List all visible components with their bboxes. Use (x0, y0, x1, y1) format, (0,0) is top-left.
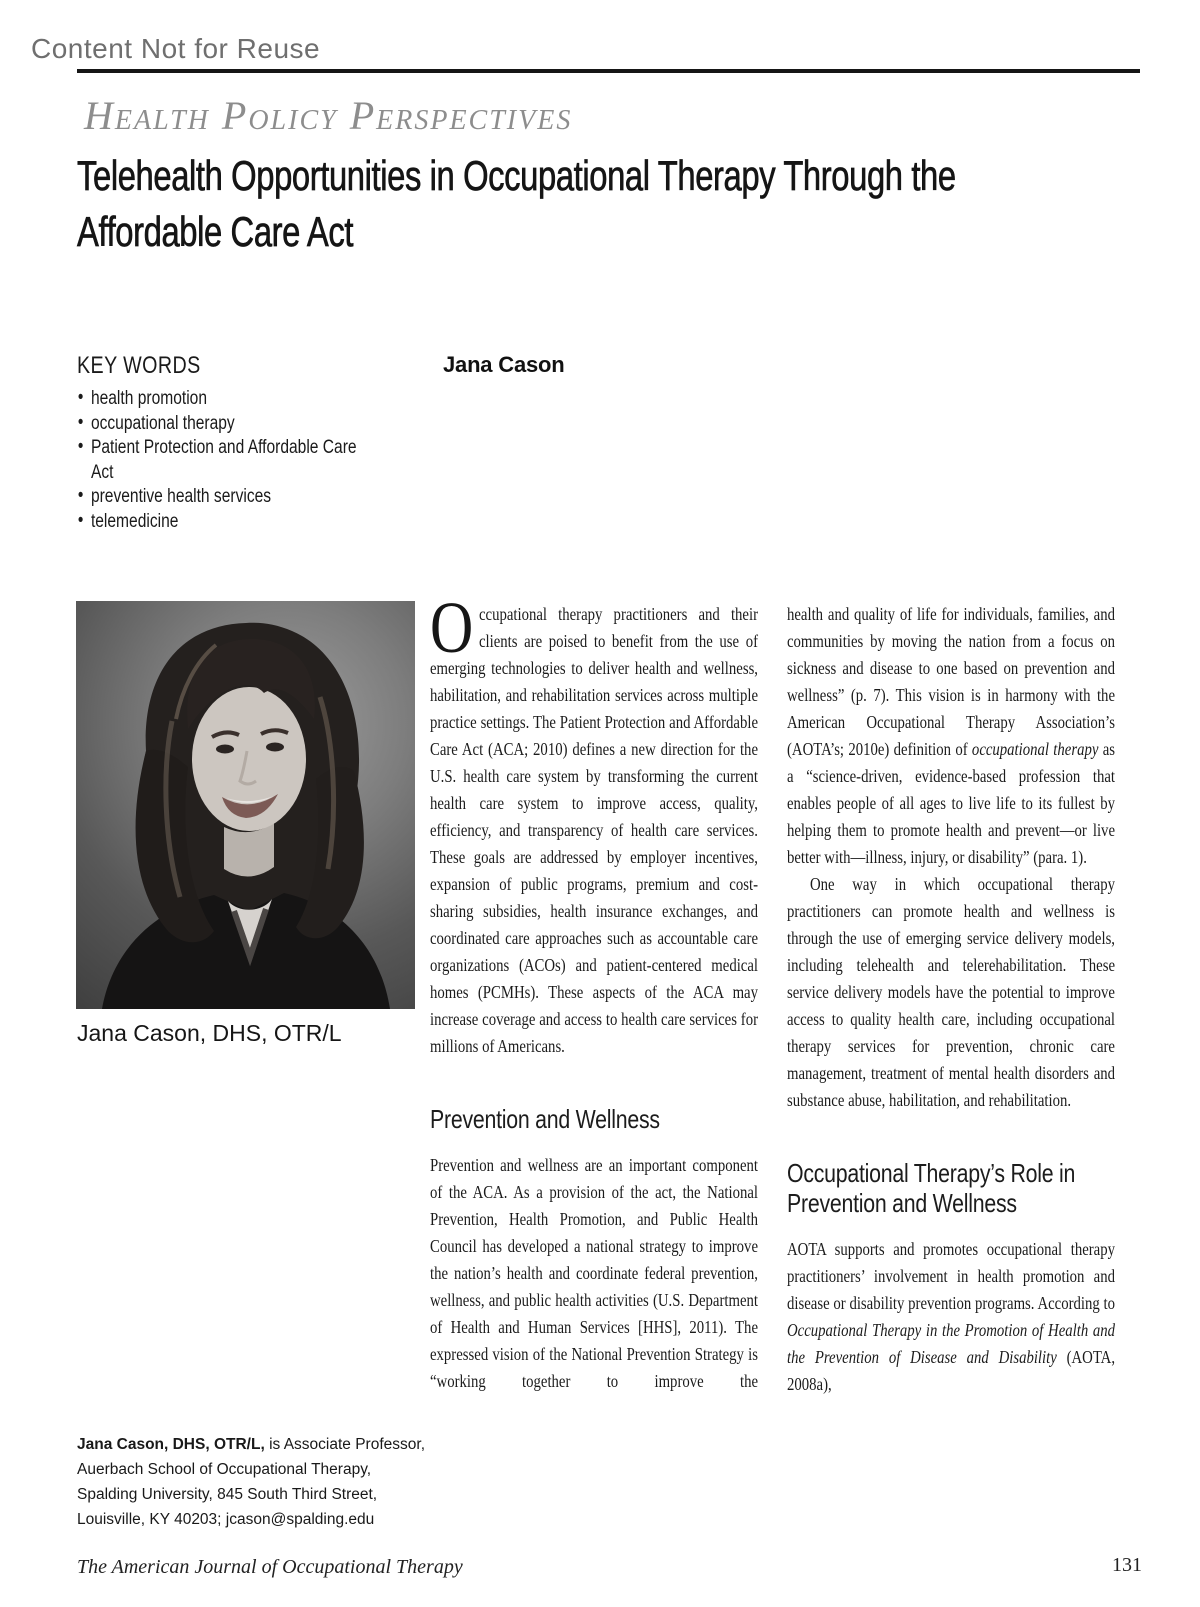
body-paragraph (787, 871, 1115, 1114)
italic-text: Occupational Therapy in the Promotion of Health and the Prevention of Disease and Disability (787, 1320, 1115, 1367)
keyword-item: • health promotion (77, 387, 360, 412)
author-bio (77, 1432, 427, 1532)
body-text: (AOTA, 2008a), (787, 1347, 1116, 1394)
keyword-item: • occupational therapy (77, 412, 360, 437)
body-column-left (430, 587, 758, 1395)
body-paragraph (430, 1152, 758, 1395)
portrait-photo (76, 601, 415, 1009)
body-text: One way in which occupational therapy practitioners can promote health and wellness is through the use of emerging service delivery models, including telehealth and telerehabilitation. These service delivery models have the potential to improve access to quality health care, including occupational therapy services for prevention, chronic care management, treatment of mental health disorders and substance abuse, habilitation, and rehabilitation. (787, 874, 1115, 1110)
portrait-illustration (76, 601, 415, 1009)
section-eyebrow: Health Policy Perspectives (84, 93, 573, 138)
journal-name: The American Journal of Occupational Therapy (77, 1556, 463, 1578)
section-heading: Prevention and Wellness (430, 1104, 660, 1134)
article-title: Telehealth Opportunities in Occupational Therapy Through the Affordable Care Act (77, 152, 956, 255)
keywords-block (77, 352, 360, 534)
header-rule (77, 69, 1140, 73)
left-eye (216, 745, 234, 754)
photo-caption: Jana Cason, DHS, OTR/L (77, 1020, 342, 1046)
body-column-right (787, 601, 1115, 1398)
italic-text: occupational therapy (971, 739, 1099, 759)
bio-text: is Associate Professor, Auerbach School of Occupational Therapy, Spalding University, 845 South Third Street, Louisville, KY 40203; jcason@spalding.edu (77, 1436, 426, 1528)
body-paragraph (787, 601, 1115, 871)
body-paragraph (430, 587, 758, 1060)
watermark-text: Content Not for Reuse (31, 33, 321, 64)
body-text: AOTA supports and promotes occupational therapy practitioners’ involvement in health promotion and disease or disability prevention programs. According to (787, 1239, 1115, 1313)
keyword-item: • preventive health services (77, 485, 360, 510)
author-name: Jana Cason (443, 352, 565, 377)
keyword-item: • Patient Protection and Affordable Care Act (77, 436, 360, 485)
keywords-list (77, 387, 360, 534)
drop-cap: O (430, 587, 474, 668)
page-number: 131 (1112, 1554, 1142, 1576)
keyword-item: • telemedicine (77, 510, 360, 535)
keywords-heading: KEY WORDS (77, 352, 201, 379)
right-eye (266, 743, 284, 752)
body-text: as a “science-driven, evidence-based profession that enables people of all ages to live life to its fullest by helping them to promote health and prevent—or live better with—illness, injury, or disability” (para. 1). (787, 739, 1115, 867)
bio-name: Jana Cason, DHS, OTR/L, (77, 1436, 265, 1453)
body-text: ccupational therapy practitioners and their clients are poised to benefit from the use of emerging technologies to deliver health and wellness, habilitation, and rehabilitation services across multiple practice settings. The Patient Protection and Affordable Care Act (ACA; 2010) defines a new direction for the U.S. health care system by transforming the current health care system to improve access, quality, efficiency, and transparency of health care services. These goals are addressed by employer incentives, expansion of public programs, premium and cost-sharing subsidies, health insurance exchanges, and coordinated care approaches such as accountable care organizations (ACOs) and patient-centered medical homes (PCMHs). These aspects of the ACA may increase coverage and access to health care services for millions of Americans. (430, 604, 758, 1056)
section-heading: Occupational Therapy’s Role in Prevention and Wellness (787, 1158, 1076, 1218)
body-paragraph (787, 1236, 1115, 1398)
body-text: health and quality of life for individuals, families, and communities by moving the nation from a focus on sickness and disease to one based on prevention and wellness” (p. 7). This vision is in harmony with the American Occupational Therapy Association’s (AOTA’s; 2010e) definition of (787, 604, 1115, 759)
body-text: Prevention and wellness are an important component of the ACA. As a provision of the act, the National Prevention, Health Promotion, and Public Health Council has developed a national strategy to improve the nation’s health and coordinate federal prevention, wellness, and public health activities (U.S. Department of Health and Human Services [HHS], 2011). The expressed vision of the National Prevention Strategy is “working together to improve the (430, 1155, 758, 1391)
